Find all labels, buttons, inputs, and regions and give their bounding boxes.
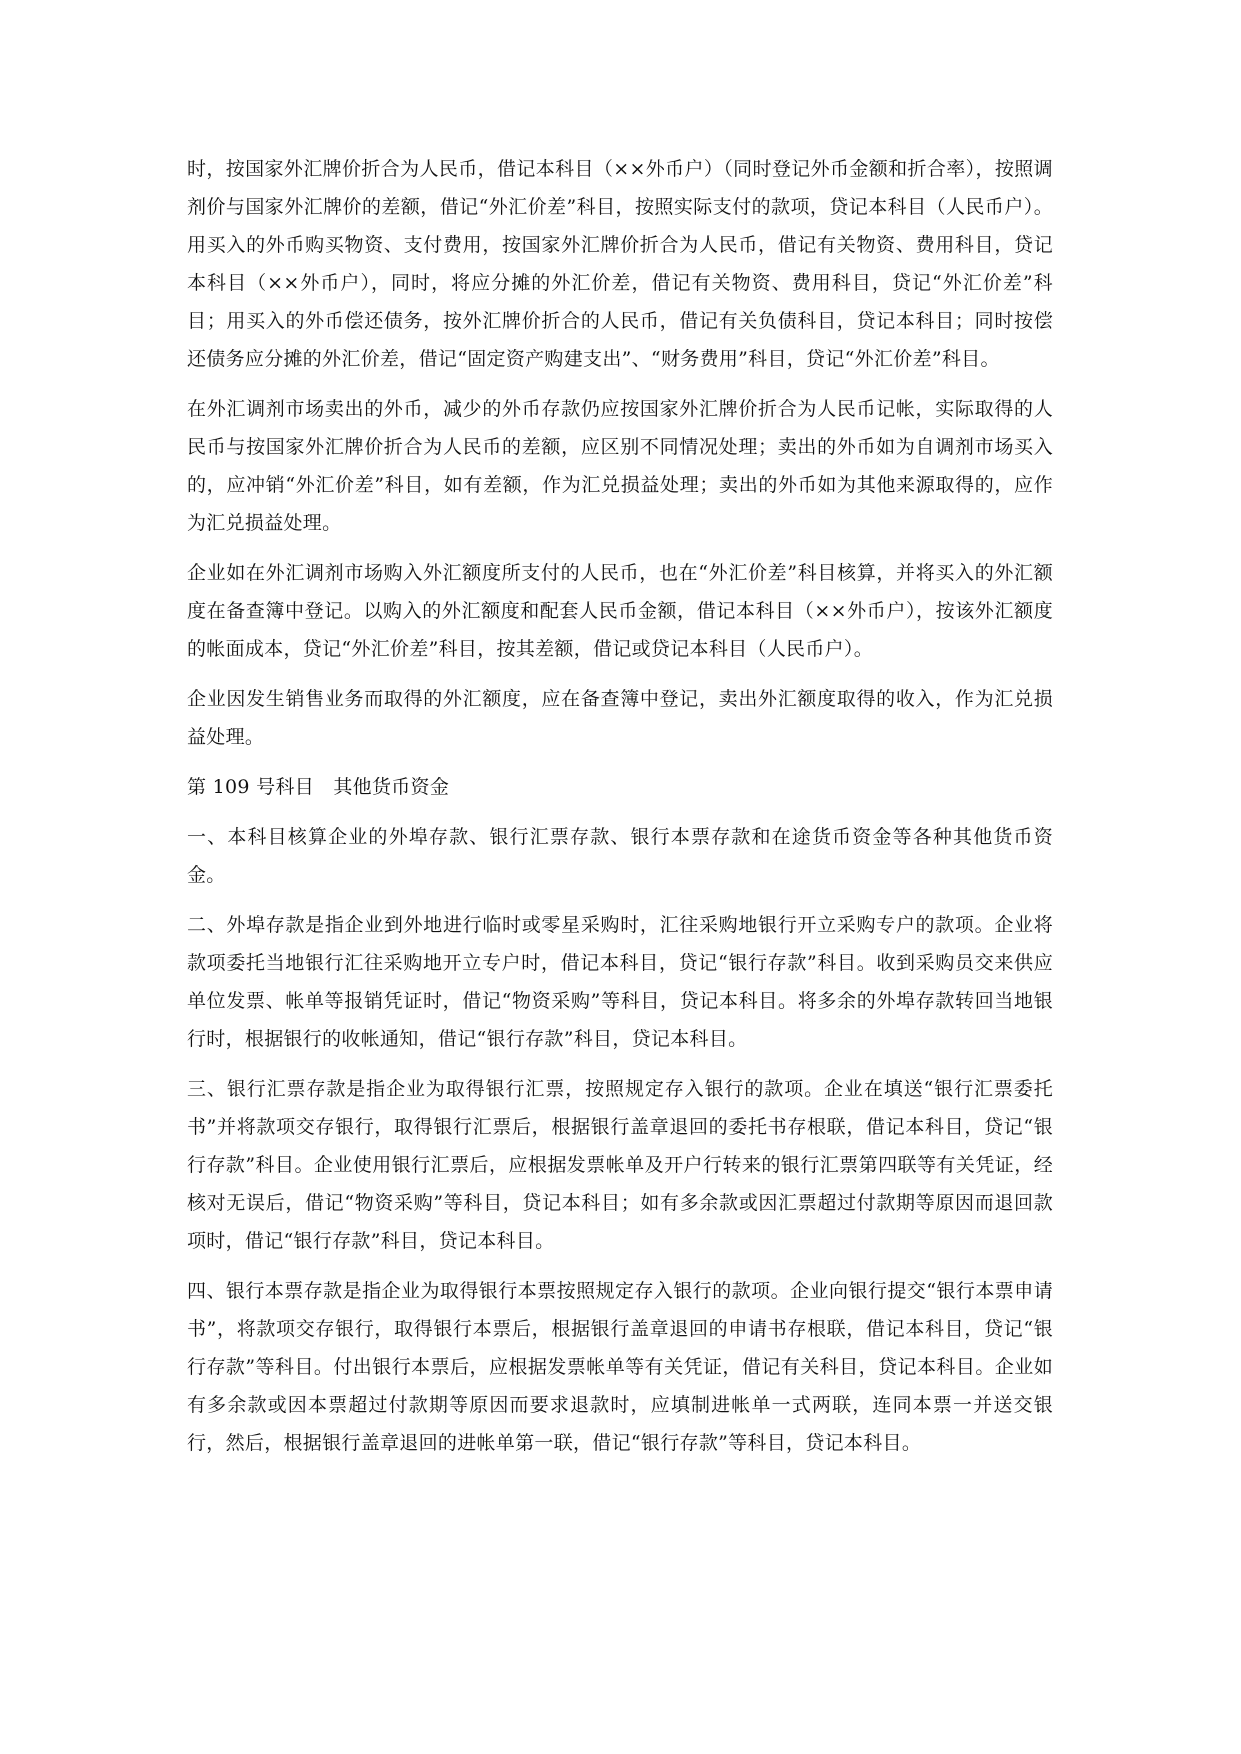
section-heading-text: 第 109 号科目 其他货币资金: [187, 776, 450, 798]
document-page: [187, 150, 1053, 1474]
section-item-1: 一、本科目核算企业的外埠存款、银行汇票存款、银行本票存款和在途货币资金等各种其他货币资金。: [187, 826, 1053, 886]
paragraph-sell-foreign-currency: 在外汇调剂市场卖出的外币，减少的外币存款仍应按国家外汇牌价折合为人民币记帐，实际取得的人民币与按国家外汇牌价折合为人民币的差额，应区别不同情况处理；卖出的外币如为自调剂市场买入的，应冲销“外汇价差”科目，如有差额，作为汇兑损益处理；卖出的外币如为其他来源取得的，应作为汇兑损益处理。: [187, 398, 1053, 534]
paragraph-sales-exchange-quota: 企业因发生销售业务而取得的外汇额度，应在备查簿中登记，卖出外汇额度取得的收入，作为汇兑损益处理。: [187, 688, 1053, 748]
section-item-4: 四、银行本票存款是指企业为取得银行本票按照规定存入银行的款项。企业向银行提交“银行本票申请书”，将款项交存银行，取得银行本票后，根据银行盖章退回的申请书存根联，借记本科目，贷记“银行存款”等科目。付出银行本票后，应根据发票帐单等有关凭证，借记有关科目，贷记本科目。企业如有多余款或因本票超过付款期等原因而要求退款时，应填制进帐单一式两联，连同本票一并送交银行，然后，根据银行盖章退回的进帐单第一联，借记“银行存款”等科目，贷记本科目。: [187, 1280, 1053, 1454]
paragraph-buy-exchange-quota: 企业如在外汇调剂市场购入外汇额度所支付的人民币，也在“外汇价差”科目核算，并将买入的外汇额度在备查簿中登记。以购入的外汇额度和配套人民币金额，借记本科目（××外币户），按该外汇额度的帐面成本，贷记“外汇价差”科目，按其差额，借记或贷记本科目（人民币户）。: [187, 562, 1053, 660]
section-heading: [187, 768, 1053, 806]
section-item-2: 二、外埠存款是指企业到外地进行临时或零星采购时，汇往采购地银行开立采购专户的款项。企业将款项委托当地银行汇往采购地开立专户时，借记本科目，贷记“银行存款”科目。收到采购员交来供应单位发票、帐单等报销凭证时，借记“物资采购”等科目，贷记本科目。将多余的外埠存款转回当地银行时，根据银行的收帐通知，借记“银行存款”科目，贷记本科目。: [187, 914, 1053, 1050]
section-item-3: 三、银行汇票存款是指企业为取得银行汇票，按照规定存入银行的款项。企业在填送“银行汇票委托书”并将款项交存银行，取得银行汇票后，根据银行盖章退回的委托书存根联，借记本科目，贷记“银行存款”科目。企业使用银行汇票后，应根据发票帐单及开户行转来的银行汇票第四联等有关凭证，经核对无误后，借记“物资采购”等科目，贷记本科目；如有多余款或因汇票超过付款期等原因而退回款项时，借记“银行存款”科目，贷记本科目。: [187, 1078, 1053, 1252]
paragraph-purchase-foreign-currency: 时，按国家外汇牌价折合为人民币，借记本科目（××外币户）（同时登记外币金额和折合率），按照调剂价与国家外汇牌价的差额，借记“外汇价差”科目，按照实际支付的款项，贷记本科目（人民币户）。用买入的外币购买物资、支付费用，按国家外汇牌价折合为人民币，借记有关物资、费用科目，贷记本科目（××外币户），同时，将应分摊的外汇价差，借记有关物资、费用科目，贷记“外汇价差”科目；用买入的外币偿还债务，按外汇牌价折合的人民币，借记有关负债科目，贷记本科目；同时按偿还债务应分摊的外汇价差，借记“固定资产购建支出”、“财务费用”科目，贷记“外汇价差”科目。: [187, 158, 1053, 370]
